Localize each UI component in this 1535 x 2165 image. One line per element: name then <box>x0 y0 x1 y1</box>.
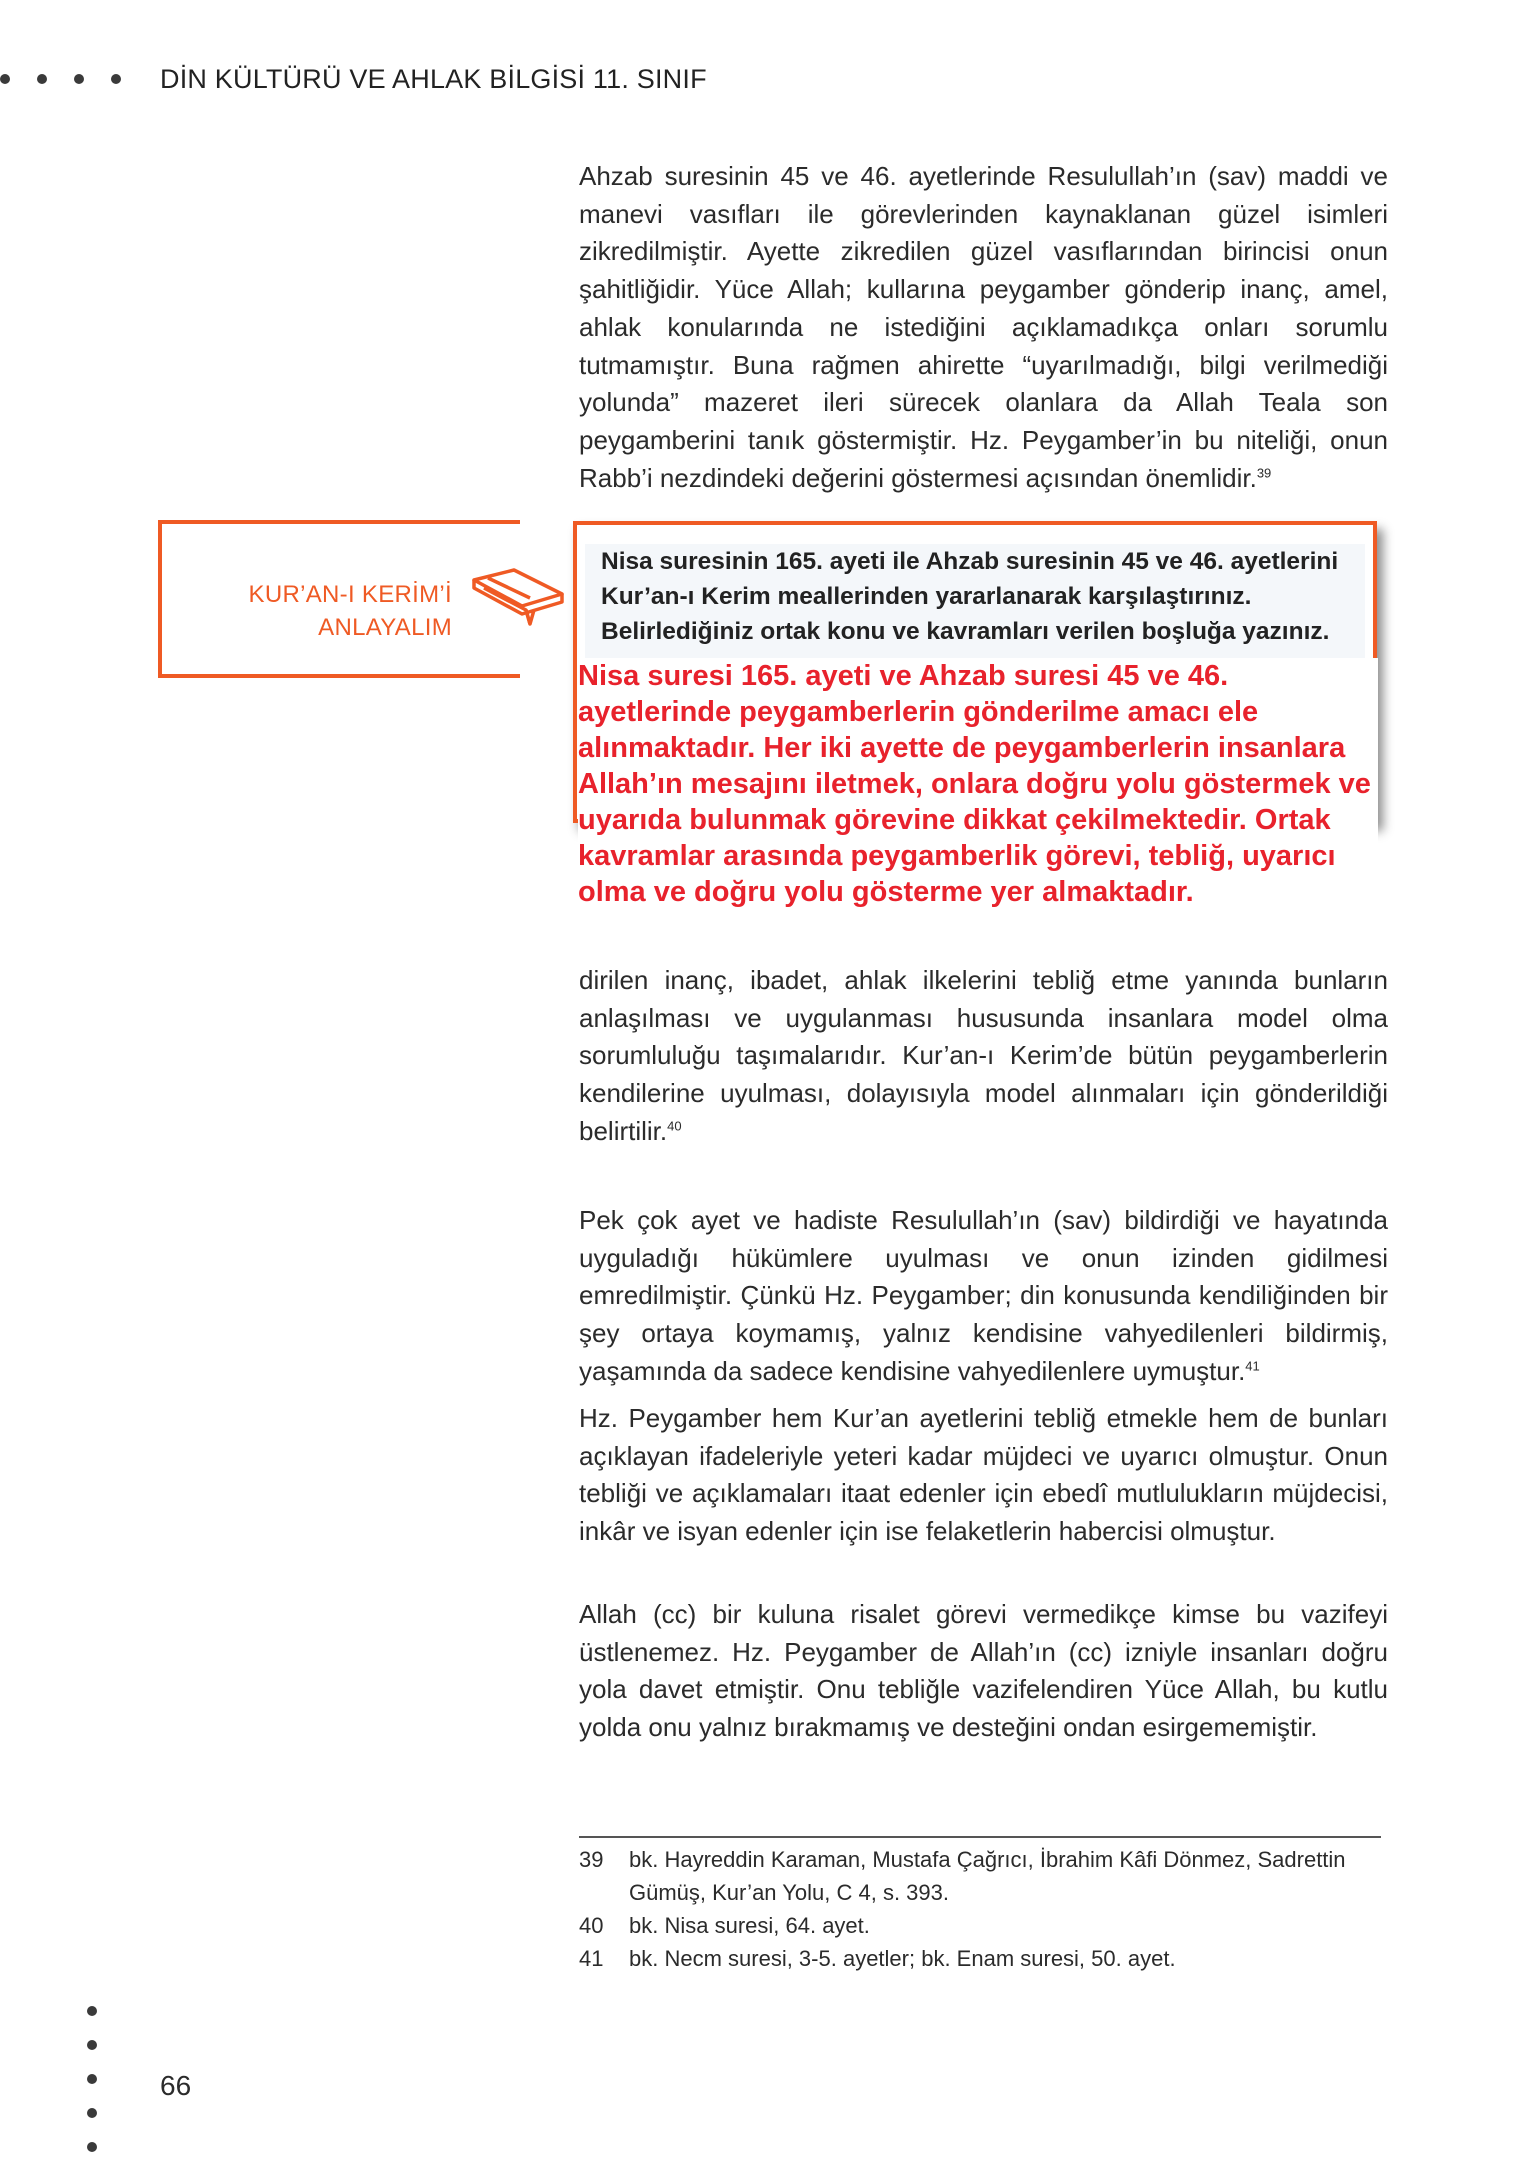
activity-label-line-1: KUR’AN-I KERİM’İ <box>248 581 452 608</box>
activity-label-line-2: ANLAYALIM <box>318 614 452 641</box>
footnote-number: 39 <box>579 1847 604 1872</box>
activity-label <box>200 578 452 644</box>
activity-question: Nisa suresinin 165. ayeti ile Ahzab suresinin 45 ve 46. ayetlerini Kur’an-ı Kerim meallerinden yararlanarak karşılaştırınız. Belirlediğiniz ortak konu ve kavramları verilen boşluğa yazınız. <box>585 544 1365 662</box>
paragraph-4-text: Hz. Peygamber hem Kur’an ayetlerini tebliğ etmekle hem de bunları açıklayan ifadeleriyle yeteri kadar müjdeci ve uyarıcı olmuştur. Onun tebliği ve açıklamaları itaat edenler için ebedî mutlulukların müjdecisi, inkâr ve isyan edenler için ise felaketlerin habercisi olmuştur. <box>579 1403 1388 1547</box>
answer-line: Nisa suresi 165. ayeti ve Ahzab suresi 45 ve 46. <box>578 658 1378 694</box>
paragraph-3 <box>579 1202 1388 1391</box>
footnote-40 <box>579 1909 1388 1942</box>
footnote-number: 41 <box>579 1946 604 1971</box>
answer-line: Allah’ın mesajını iletmek, onlara doğru yolu göstermek ve <box>578 766 1378 802</box>
paragraph-3-text: Pek çok ayet ve hadiste Resulullah’ın (sav) bildirdiği ve hayatında uyguladığı hükümlere uyulması ve onun izinden gidilmesi emredilmiştir. Çünkü Hz. Peygamber; din konusunda kendiliğinden bir şey ortaya koymamış, yalnız kendisine vahyedilenleri bildirmiş, yaşamında da sadece kendisine vahyedilenlere uymuştur. <box>579 1205 1388 1386</box>
answer-line: ayetlerinde peygamberlerin gönderilme amacı ele <box>578 694 1378 730</box>
paragraph-1-text: Ahzab suresinin 45 ve 46. ayetlerinde Resulullah’ın (sav) maddi ve manevi vasıfları ile görevlerinden kaynaklanan güzel isimleri zikredilmiştir. Ayette zikredilen güzel vasıflarından birincisi onun şahitliğidir. Yüce Allah; kullarına peygamber gönderip inanç, amel, ahlak konularında ne istediğini açıklamadıkça onları sorumlu tutmamıştır. Buna rağmen ahirette “uyarılmadığı, bilgi verilmediği yolunda” mazeret ileri sürecek olanlara da Allah Teala son peygamberini tanık göstermiştir. Hz. Peygamber’in bu niteliği, onun Rabb’i nezdindeki değerini göstermesi açısından önemlidir. <box>579 161 1388 493</box>
paragraph-5 <box>579 1596 1388 1747</box>
answer-line: uyarıda bulunmak görevine dikkat çekilmektedir. Ortak <box>578 802 1378 838</box>
footnote-ref-41: 41 <box>1245 1358 1260 1374</box>
footnote-number: 40 <box>579 1913 604 1938</box>
footnote-ref-40: 40 <box>667 1118 682 1134</box>
paragraph-1 <box>579 158 1388 497</box>
footnote-text: bk. Nisa suresi, 64. ayet. <box>629 1913 870 1938</box>
answer-text[interactable] <box>578 658 1378 910</box>
footnote-41 <box>579 1942 1388 1975</box>
answer-line: kavramlar arasında peygamberlik görevi, tebliğ, uyarıcı <box>578 838 1378 874</box>
footnote-divider <box>579 1836 1381 1838</box>
footnote-text: bk. Necm suresi, 3-5. ayetler; bk. Enam suresi, 50. ayet. <box>629 1946 1176 1971</box>
footnotes <box>579 1843 1388 1975</box>
paragraph-5-text: Allah (cc) bir kuluna risalet görevi vermedikçe kimse bu vazifeyi üstlenemez. Hz. Peygamber de Allah’ın (cc) izniyle insanları doğru yola davet etmiştir. Onu tebliğle vazifelendiren Yüce Allah, bu kutlu yolda onu yalnız bırakmamış ve desteğini ondan esirgememiştir. <box>579 1599 1388 1743</box>
paragraph-2-text: dirilen inanç, ibadet, ahlak ilkelerini tebliğ etme yanında bunların anlaşılması ve uygulanması hususunda insanlara model olma sorumluluğu taşımalarıdır. Kur’an-ı Kerim’de bütün peygamberlerin kendilerine uyulması, dolayısıyla model alınmaları için gönderildiği belirtilir. <box>579 965 1388 1146</box>
paragraph-2 <box>579 962 1388 1151</box>
answer-line: olma ve doğru yolu gösterme yer almaktadır. <box>578 874 1378 910</box>
running-header: DİN KÜLTÜRÜ VE AHLAK BİLGİSİ 11. SINIF <box>160 64 707 94</box>
paragraph-4 <box>579 1400 1388 1551</box>
answer-line: alınmaktadır. Her iki ayette de peygamberlerin insanlara <box>578 730 1378 766</box>
footnote-ref-39: 39 <box>1256 464 1272 480</box>
footnote-39 <box>579 1843 1388 1909</box>
page-number: 66 <box>160 2070 192 2101</box>
book-icon <box>470 566 570 630</box>
footnote-text: bk. Hayreddin Karaman, Mustafa Çağrıcı, İbrahim Kâfi Dönmez, Sadrettin Gümüş, Kur’an Yolu, C 4, s. 393. <box>629 1847 1346 1905</box>
